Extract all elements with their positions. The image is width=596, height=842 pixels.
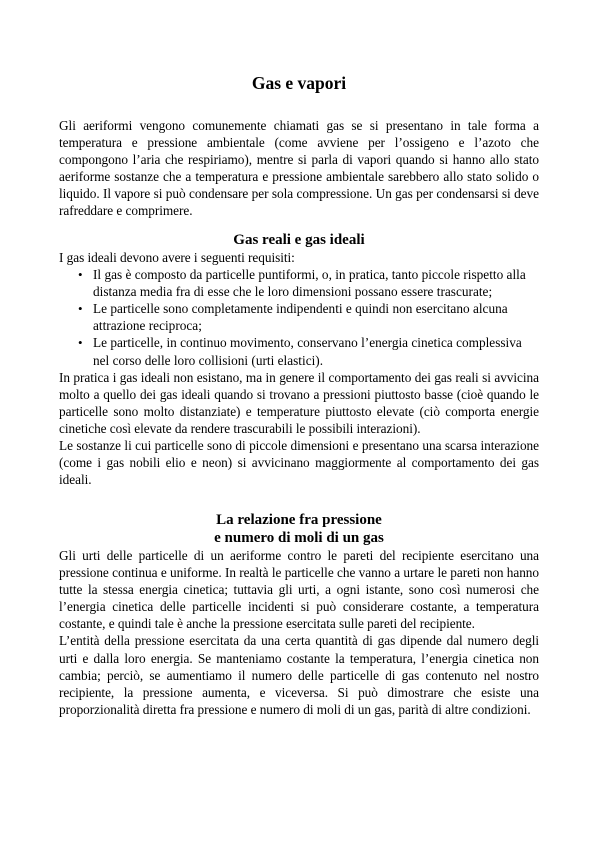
section-gas-reali-ideali [59, 231, 539, 488]
section-heading-line-2: e numero di moli di un gas [214, 530, 384, 546]
list-item-text: Le particelle sono completamente indipendenti e quindi non esercitano alcuna attrazione reciproca; [93, 301, 508, 334]
list-item [78, 300, 539, 334]
intro-block [59, 117, 539, 220]
pressure-paragraph-2: L’entità della pressione esercitata da una certa quantità di gas dipende dal numero degli urti e dalla loro energia. Se manteniamo costante la temperatura, l’energia cinetica non cambia; perciò, se aumentiamo il numero delle particelle di gas contenuto nel nostro recipiente, la pressione aumenta, e viceversa. Si può dimostrare che esiste una proporzionalità diretta fra pressione e numero di moli di un gas, parità di altre condizioni. [59, 633, 539, 717]
section-heading-gas-reali: Gas reali e gas ideali [233, 232, 365, 248]
section-heading-pressione [59, 511, 539, 547]
list-item-text: Le particelle, in continuo movimento, conservano l’energia cinetica complessiva nel corso delle loro collisioni (urti elastici). [93, 335, 522, 368]
page-title: Gas e vapori [251, 73, 347, 93]
bullet-icon: • [78, 301, 83, 317]
list-item [78, 334, 539, 368]
section-heading-line-1: La relazione fra pressione [216, 512, 382, 528]
intro-paragraph: Gli aeriformi vengono comunemente chiamati gas se si presentano in tale forma a temperatura e pressione ambientale (come avviene per l’ossigeno e l’azoto che compongono l’aria che respiriamo), mentre si parla di vapori quando si hanno allo stato aeriforme sostanze che a temperatura e pressione ambientale sarebbero allo stato solido o liquido. Il vapore si può condensare per sola compressione. Un gas per condensarsi si deve rafreddare e comprimere. [59, 118, 539, 219]
list-item-text: Il gas è composto da particelle puntiformi, o, in pratica, tanto piccole rispetto alla distanza media fra di esse che le loro dimensioni possano essere trascurate; [93, 267, 526, 300]
requirements-lead: I gas ideali devono avere i seguenti requisiti: [59, 250, 295, 265]
bullet-icon: • [78, 267, 83, 283]
pressure-paragraph-1: Gli urti delle particelle di un aeriforme contro le pareti del recipiente esercitano una pressione continua e uniforme. In realtà le particelle che vanno a urtare le pareti non hanno tutte la stessa energia cinetica; tuttavia gli urti, a ogni istante, sono così numerosi che l’energia cinetica delle particelle incidenti si può considerare costante, a temperatura costante, e quindi tale è anche la pressione esercitata sulle pareti del recipiente. [59, 548, 539, 632]
bullet-icon: • [78, 335, 83, 351]
requirements-list [59, 266, 539, 369]
list-item [78, 266, 539, 300]
section-pressione-moli [59, 511, 539, 718]
ideal-gas-paragraph-2: Le sostanze li cui particelle sono di piccole dimensioni e presentano una scarsa interazione (come i gas nobili elio e neon) si avvicinano maggiormente al comportamento dei gas ideali. [59, 438, 539, 488]
ideal-gas-paragraph-1: In pratica i gas ideali non esistano, ma in genere il comportamento dei gas reali si avvicina molto a quello dei gas ideali quando si trovano a pressioni piuttosto basse (cioè quando le particelle sono molto distanziate) e temperature piuttosto elevate (ciò comporta energie cinetiche così elevate da rendere trascurabili le possibili interazioni). [59, 369, 539, 436]
